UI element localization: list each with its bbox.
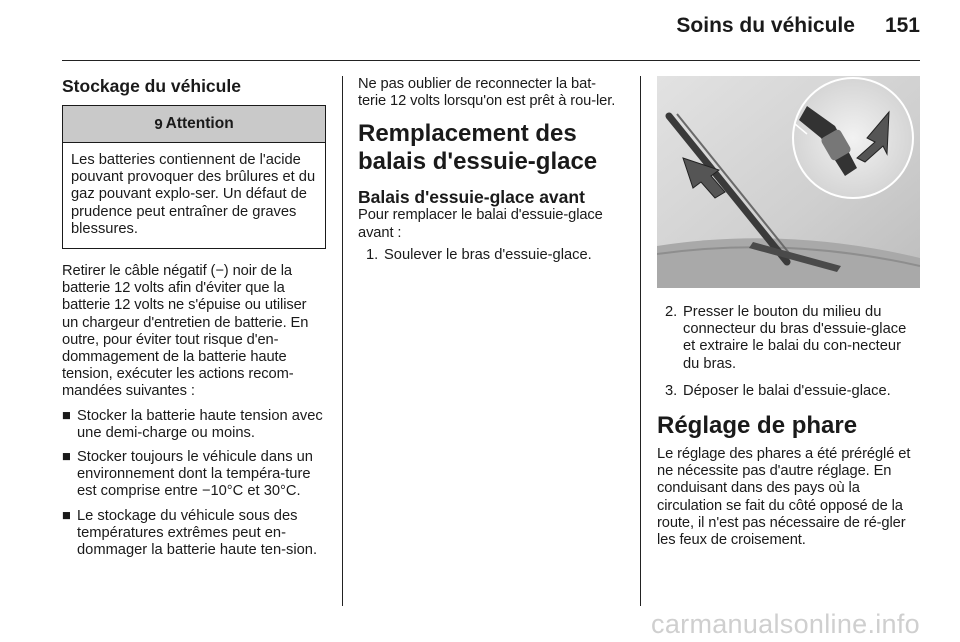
- wiper-illustration: [657, 76, 920, 288]
- list-item: [657, 304, 920, 373]
- list-item: [62, 408, 326, 442]
- bullet-square-icon: ■: [62, 449, 71, 466]
- list-item-text: Stocker toujours le véhicule dans un environnement dont la tempéra-ture est comprise entre −10°C et 30°C.: [77, 449, 313, 500]
- header-rule: [62, 60, 920, 61]
- column-2: [358, 76, 624, 270]
- list-item: [657, 383, 920, 400]
- wiper-paragraph: Pour remplacer le balai d'essuie-glace avant :: [358, 207, 603, 241]
- step-number: 1.: [366, 246, 379, 263]
- watermark: carmanualsonline.info: [651, 609, 920, 639]
- section-title-stockage: Stockage du véhicule: [62, 76, 241, 96]
- attention-text: Les batteries contiennent de l'acide pouvant provoquer des brûlures et du gaz pouvant explo-ser. Un défaut de prudence peut entraîner de graves blessures.: [71, 152, 316, 237]
- list-item: [62, 508, 326, 560]
- column-divider-1: [342, 76, 343, 606]
- step-text: Soulever le bras d'essuie-glace.: [384, 246, 592, 263]
- subsection-title-front-wiper: Balais d'essuie-glace avant: [358, 187, 585, 208]
- step-text: Déposer le balai d'essuie-glace.: [683, 382, 891, 399]
- bullet-square-icon: ■: [62, 507, 71, 524]
- column-divider-2: [640, 76, 641, 606]
- list-item: [358, 247, 624, 264]
- page-header: [676, 14, 920, 38]
- storage-paragraph: Retirer le câble négatif (−) noir de la batterie 12 volts afin d'éviter que la batterie 12 volts ne s'épuise ou utiliser un chargeur d'entretien de batterie. En outre, pour éviter tout risque d'en-dommagement de la batterie haute tension, exécuter les actions recom-mandées suivantes :: [62, 263, 309, 400]
- headlight-paragraph: Le réglage des phares a été préréglé et ne nécessite pas d'autre réglage. En conduisant dans des pays où la circulation se fait du côté opposé de la route, il n'est pas nécessaire de ré-gler les feux de croisement.: [657, 446, 911, 549]
- storage-bullet-list: [62, 408, 326, 560]
- wiper-steps: [358, 247, 624, 264]
- step-text: Presser le bouton du milieu du connecteur du bras d'essuie-glace et extraire le balai du con-necteur du bras.: [683, 304, 907, 372]
- attention-box: [62, 105, 326, 249]
- column-1: [62, 76, 326, 566]
- list-item: [62, 449, 326, 501]
- section-title-headlight: Réglage de phare: [657, 412, 858, 440]
- warning-icon: 9: [154, 115, 163, 133]
- bullet-square-icon: ■: [62, 407, 71, 424]
- column-3: [657, 76, 920, 549]
- attention-title: Attention: [165, 115, 234, 132]
- list-item-text: Stocker la batterie haute tension avec une demi-charge ou moins.: [77, 407, 323, 441]
- section-title-wiper: Remplacement des balais d'essuie-glace: [358, 120, 598, 176]
- attention-header: [63, 106, 325, 143]
- page-number: 151: [884, 14, 920, 37]
- list-item-text: Le stockage du véhicule sous des températures extrêmes peut en-dommager la batterie haute ten-sion.: [77, 507, 318, 559]
- step-number: 3.: [665, 382, 678, 399]
- wiper-steps-continued: [657, 304, 920, 400]
- chapter-title: Soins du véhicule: [676, 14, 855, 37]
- reconnect-paragraph: Ne pas oublier de reconnecter la bat-terie 12 volts lorsqu'on est prêt à rou-ler.: [358, 76, 616, 110]
- step-number: 2.: [665, 304, 678, 320]
